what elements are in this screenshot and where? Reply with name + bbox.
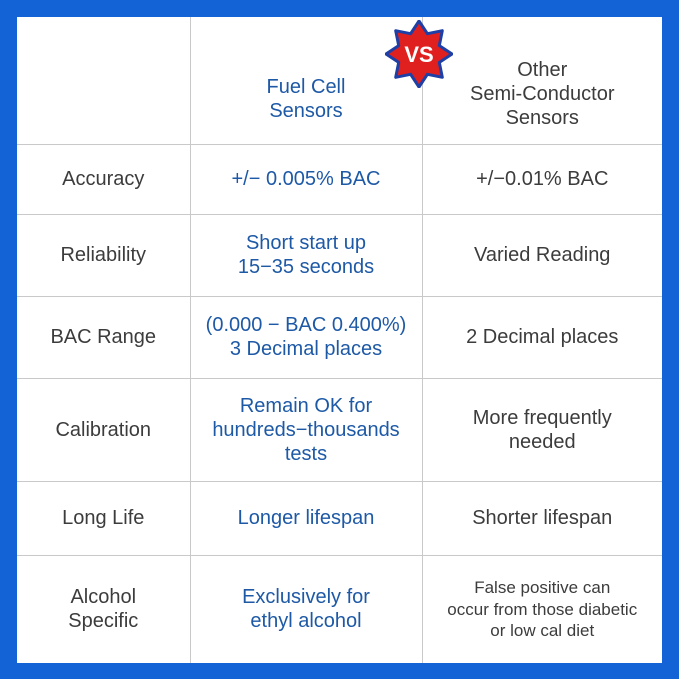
fuel-cell-value: (0.000 − BAC 0.400%) 3 Decimal places bbox=[190, 296, 422, 378]
fuel-cell-value: +/− 0.005% BAC bbox=[190, 144, 422, 214]
header-row bbox=[17, 17, 662, 144]
vs-badge-icon bbox=[385, 20, 453, 88]
header-fuel-cell: Fuel Cell Sensors bbox=[190, 17, 422, 144]
fuel-cell-value: Exclusively for ethyl alcohol bbox=[190, 555, 422, 663]
row-label: Accuracy bbox=[17, 144, 190, 214]
other-value: False positive can occur from those diabetic or low cal diet bbox=[422, 555, 662, 663]
row-label: Calibration bbox=[17, 378, 190, 481]
fuel-cell-value: Short start up 15−35 seconds bbox=[190, 214, 422, 296]
other-value: +/−0.01% BAC bbox=[422, 144, 662, 214]
header-other: Other Semi-Conductor Sensors bbox=[422, 17, 662, 144]
table-row bbox=[17, 296, 662, 378]
table-row bbox=[17, 144, 662, 214]
table-row bbox=[17, 214, 662, 296]
table-row bbox=[17, 555, 662, 663]
other-value: Shorter lifespan bbox=[422, 481, 662, 555]
fuel-cell-value: Longer lifespan bbox=[190, 481, 422, 555]
row-label: Alcohol Specific bbox=[17, 555, 190, 663]
row-label: BAC Range bbox=[17, 296, 190, 378]
row-label: Long Life bbox=[17, 481, 190, 555]
comparison-card bbox=[17, 17, 662, 663]
other-value: Varied Reading bbox=[422, 214, 662, 296]
comparison-table bbox=[17, 17, 662, 663]
header-empty-cell bbox=[17, 17, 190, 144]
fuel-cell-value: Remain OK for hundreds−thousands tests bbox=[190, 378, 422, 481]
other-value: More frequently needed bbox=[422, 378, 662, 481]
vs-badge-text: VS bbox=[404, 42, 434, 67]
row-label: Reliability bbox=[17, 214, 190, 296]
other-value: 2 Decimal places bbox=[422, 296, 662, 378]
table-row bbox=[17, 481, 662, 555]
table-row bbox=[17, 378, 662, 481]
